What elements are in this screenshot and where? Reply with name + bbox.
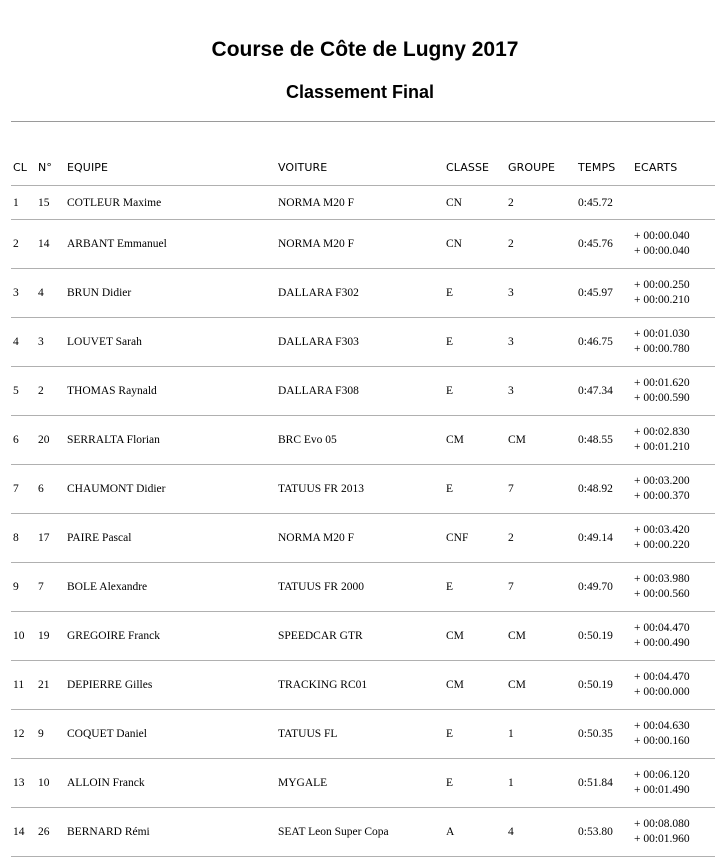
gap-to-previous: + 00:00.560 [634, 588, 690, 600]
cell-time: 0:45.76 [576, 220, 632, 269]
cell-time: 0:46.75 [576, 318, 632, 367]
cell-number: 21 [36, 661, 65, 710]
cell-driver: GREGOIRE Franck [65, 612, 276, 661]
cell-number: 2 [36, 367, 65, 416]
gap-to-leader: + 00:03.420 [634, 524, 690, 536]
cell-class: E [444, 465, 506, 514]
cell-position: 8 [11, 514, 36, 563]
gap-to-leader: + 00:00.250 [634, 279, 690, 291]
column-header-groupe: GROUPE [506, 150, 576, 186]
table-row [11, 416, 715, 465]
cell-class: E [444, 318, 506, 367]
gap-to-previous: + 00:01.490 [634, 784, 690, 796]
cell-number: 4 [36, 269, 65, 318]
gap-to-previous: + 00:00.780 [634, 343, 690, 355]
cell-position: 10 [11, 612, 36, 661]
cell-position: 3 [11, 269, 36, 318]
cell-time: 0:53.80 [576, 808, 632, 857]
column-header-equipe: EQUIPE [65, 150, 276, 186]
cell-gaps [632, 710, 715, 759]
results-body [11, 186, 715, 857]
cell-number: 19 [36, 612, 65, 661]
cell-class: CN [444, 186, 506, 220]
cell-group: CM [506, 661, 576, 710]
cell-time: 0:45.97 [576, 269, 632, 318]
cell-car: NORMA M20 F [276, 186, 444, 220]
cell-class: CM [444, 416, 506, 465]
cell-group: 3 [506, 269, 576, 318]
gap-to-leader: + 00:06.120 [634, 769, 690, 781]
cell-class: E [444, 710, 506, 759]
title-divider [11, 121, 715, 122]
gap-to-previous: + 00:00.590 [634, 392, 690, 404]
table-row [11, 269, 715, 318]
cell-group: 1 [506, 759, 576, 808]
cell-gaps [632, 367, 715, 416]
table-row [11, 220, 715, 269]
gap-to-previous: + 00:01.210 [634, 441, 690, 453]
cell-group: 7 [506, 465, 576, 514]
gap-to-previous: + 00:00.490 [634, 637, 690, 649]
column-header-temps: TEMPS [576, 150, 632, 186]
cell-group: 2 [506, 186, 576, 220]
cell-gaps [632, 186, 715, 220]
cell-car: TRACKING RC01 [276, 661, 444, 710]
cell-gaps [632, 612, 715, 661]
cell-driver: CHAUMONT Didier [65, 465, 276, 514]
cell-number: 10 [36, 759, 65, 808]
page-subtitle: Classement Final [285, 82, 435, 102]
cell-class: E [444, 759, 506, 808]
table-row [11, 612, 715, 661]
cell-position: 11 [11, 661, 36, 710]
gap-to-leader: + 00:08.080 [634, 818, 690, 830]
cell-gaps [632, 318, 715, 367]
cell-class: E [444, 269, 506, 318]
table-row [11, 661, 715, 710]
gap-to-previous: + 00:00.220 [634, 539, 690, 551]
cell-group: 2 [506, 514, 576, 563]
cell-gaps [632, 416, 715, 465]
cell-time: 0:47.34 [576, 367, 632, 416]
cell-driver: BRUN Didier [65, 269, 276, 318]
cell-number: 15 [36, 186, 65, 220]
cell-class: CNF [444, 514, 506, 563]
cell-position: 1 [11, 186, 36, 220]
cell-driver: ALLOIN Franck [65, 759, 276, 808]
cell-position: 12 [11, 710, 36, 759]
table-row [11, 759, 715, 808]
cell-time: 0:48.55 [576, 416, 632, 465]
gap-to-leader: + 00:04.630 [634, 720, 690, 732]
cell-group: 4 [506, 808, 576, 857]
gap-to-leader: + 00:02.830 [634, 426, 690, 438]
cell-car: NORMA M20 F [276, 220, 444, 269]
cell-car: DALLARA F308 [276, 367, 444, 416]
cell-car: DALLARA F302 [276, 269, 444, 318]
cell-position: 6 [11, 416, 36, 465]
cell-time: 0:50.35 [576, 710, 632, 759]
gap-to-previous: + 00:00.370 [634, 490, 690, 502]
gap-to-leader: + 00:00.040 [634, 230, 690, 242]
cell-car: TATUUS FR 2013 [276, 465, 444, 514]
cell-position: 4 [11, 318, 36, 367]
cell-class: E [444, 367, 506, 416]
cell-position: 2 [11, 220, 36, 269]
cell-group: CM [506, 612, 576, 661]
cell-group: CM [506, 416, 576, 465]
cell-number: 3 [36, 318, 65, 367]
header-row [11, 150, 715, 186]
cell-gaps [632, 808, 715, 857]
cell-car: DALLARA F303 [276, 318, 444, 367]
cell-position: 13 [11, 759, 36, 808]
cell-car: MYGALE [276, 759, 444, 808]
gap-to-leader: + 00:03.200 [634, 475, 690, 487]
table-row [11, 710, 715, 759]
cell-driver: SERRALTA Florian [65, 416, 276, 465]
cell-driver: BERNARD Rémi [65, 808, 276, 857]
cell-gaps [632, 220, 715, 269]
table-row [11, 318, 715, 367]
cell-gaps [632, 269, 715, 318]
cell-driver: PAIRE Pascal [65, 514, 276, 563]
cell-group: 7 [506, 563, 576, 612]
cell-number: 17 [36, 514, 65, 563]
cell-time: 0:51.84 [576, 759, 632, 808]
results-table [11, 150, 715, 857]
gap-to-leader: + 00:01.620 [634, 377, 690, 389]
column-header-classe: CLASSE [444, 150, 506, 186]
cell-time: 0:50.19 [576, 612, 632, 661]
cell-driver: THOMAS Raynald [65, 367, 276, 416]
cell-driver: DEPIERRE Gilles [65, 661, 276, 710]
cell-driver: ARBANT Emmanuel [65, 220, 276, 269]
cell-gaps [632, 759, 715, 808]
cell-position: 7 [11, 465, 36, 514]
cell-class: E [444, 563, 506, 612]
gap-to-previous: + 00:01.960 [634, 833, 690, 845]
cell-number: 6 [36, 465, 65, 514]
cell-number: 26 [36, 808, 65, 857]
gap-to-leader: + 00:01.030 [634, 328, 690, 340]
cell-driver: COQUET Daniel [65, 710, 276, 759]
gap-to-leader: + 00:04.470 [634, 622, 690, 634]
table-row [11, 367, 715, 416]
cell-number: 7 [36, 563, 65, 612]
column-header-cl: CL [11, 150, 36, 186]
table-row [11, 465, 715, 514]
cell-gaps [632, 514, 715, 563]
cell-time: 0:49.70 [576, 563, 632, 612]
cell-class: CM [444, 661, 506, 710]
cell-gaps [632, 661, 715, 710]
cell-time: 0:45.72 [576, 186, 632, 220]
column-header-number: N° [36, 150, 65, 186]
table-row [11, 186, 715, 220]
cell-time: 0:50.19 [576, 661, 632, 710]
page-title: Course de Côte de Lugny 2017 [211, 38, 519, 61]
cell-group: 3 [506, 367, 576, 416]
cell-car: TATUUS FR 2000 [276, 563, 444, 612]
cell-time: 0:49.14 [576, 514, 632, 563]
cell-car: SEAT Leon Super Copa [276, 808, 444, 857]
cell-group: 3 [506, 318, 576, 367]
cell-position: 5 [11, 367, 36, 416]
cell-driver: LOUVET Sarah [65, 318, 276, 367]
gap-to-leader: + 00:04.470 [634, 671, 690, 683]
cell-driver: BOLE Alexandre [65, 563, 276, 612]
table-row [11, 563, 715, 612]
cell-number: 9 [36, 710, 65, 759]
table-row [11, 808, 715, 857]
cell-number: 20 [36, 416, 65, 465]
cell-class: A [444, 808, 506, 857]
cell-car: TATUUS FL [276, 710, 444, 759]
cell-car: NORMA M20 F [276, 514, 444, 563]
gap-to-leader: + 00:03.980 [634, 573, 690, 585]
cell-group: 1 [506, 710, 576, 759]
cell-position: 14 [11, 808, 36, 857]
cell-car: SPEEDCAR GTR [276, 612, 444, 661]
cell-class: CM [444, 612, 506, 661]
cell-number: 14 [36, 220, 65, 269]
gap-to-previous: + 00:00.040 [634, 245, 690, 257]
cell-class: CN [444, 220, 506, 269]
column-header-voiture: VOITURE [276, 150, 444, 186]
cell-group: 2 [506, 220, 576, 269]
table-row [11, 514, 715, 563]
cell-car: BRC Evo 05 [276, 416, 444, 465]
cell-gaps [632, 465, 715, 514]
cell-driver: COTLEUR Maxime [65, 186, 276, 220]
column-header-ecarts: ECARTS [632, 150, 715, 186]
cell-time: 0:48.92 [576, 465, 632, 514]
gap-to-previous: + 00:00.000 [634, 686, 690, 698]
cell-position: 9 [11, 563, 36, 612]
gap-to-previous: + 00:00.210 [634, 294, 690, 306]
gap-to-previous: + 00:00.160 [634, 735, 690, 747]
cell-gaps [632, 563, 715, 612]
